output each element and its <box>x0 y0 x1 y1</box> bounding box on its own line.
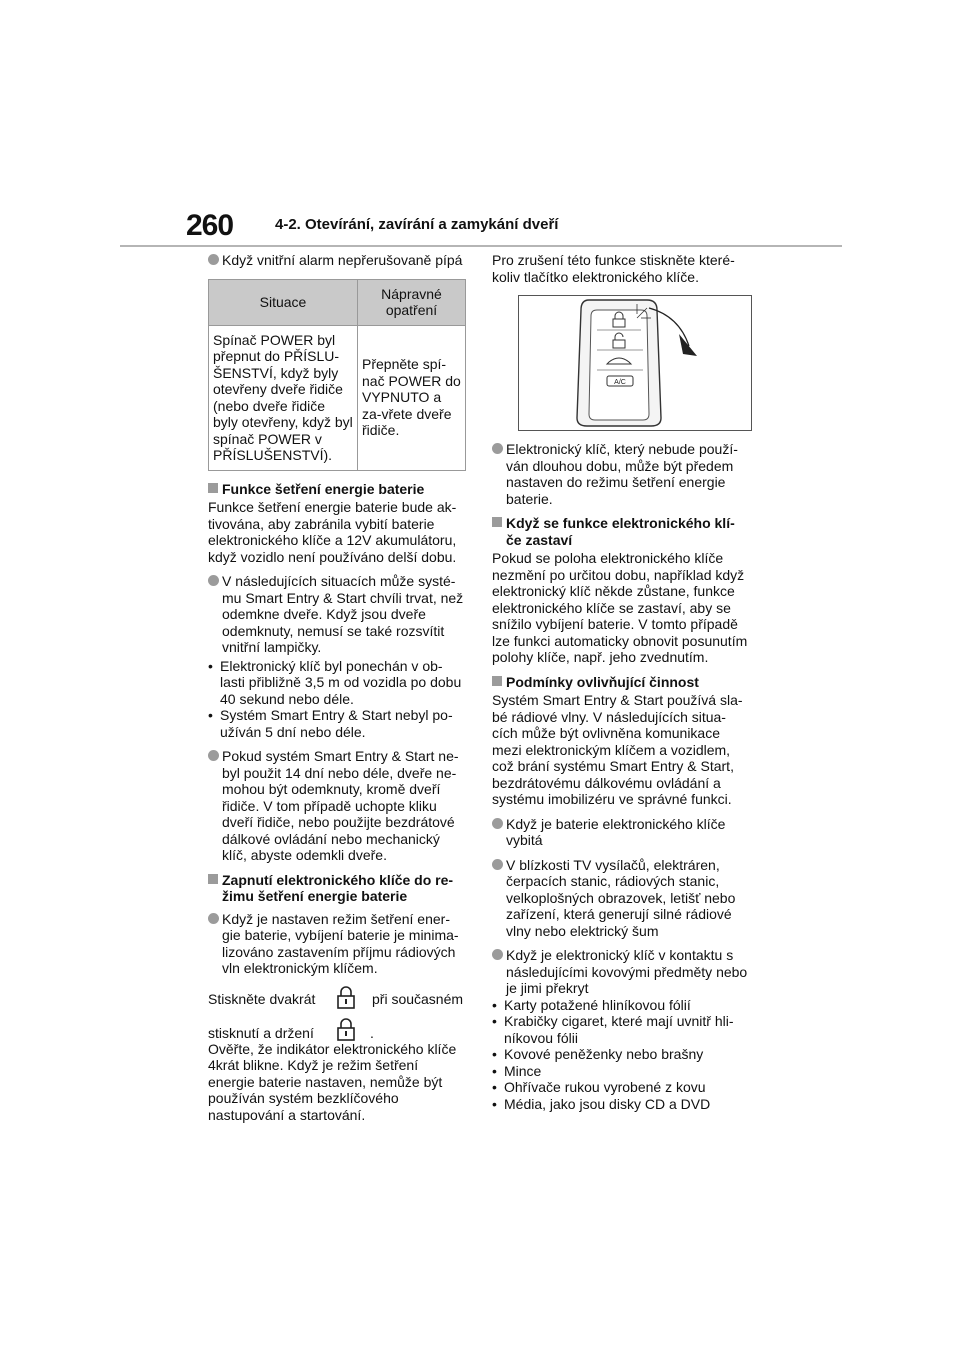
bullet-mark-icon: • <box>492 996 497 1013</box>
bullet-mark-icon: • <box>492 1013 497 1029</box>
paragraph: Funkce šetření energie baterie bude ak-tivována, aby zabránila vybití baterie elektronického klíče a 12V akumulátoru, když vozidlo není používáno delší dobu. <box>208 499 457 565</box>
square-bullet-icon <box>208 483 218 493</box>
item-text: Když je baterie elektronického klíče vybitá <box>506 815 726 848</box>
key-button-label: A/C <box>614 379 626 386</box>
heading-text: Funkce šetření energie baterie <box>222 480 425 497</box>
bullet-text: Média, jako jsou disky CD a DVD <box>504 1095 711 1112</box>
header-rule <box>120 245 842 247</box>
bullet-item <box>208 707 466 740</box>
bullet-dot-icon <box>492 859 503 870</box>
lock-icon <box>334 1017 358 1041</box>
section-title: 4-2. Otevírání, zavírání a zamykání dveří <box>275 216 559 233</box>
bullet-dot-icon <box>492 443 503 454</box>
instruction-text: Stiskněte dvakrát <box>208 990 316 1007</box>
square-bullet-icon <box>208 874 218 884</box>
bullet-dot-icon <box>492 818 503 829</box>
square-bullet-icon <box>492 517 502 527</box>
bullet-item <box>492 997 750 1014</box>
intro-text: Když vnitřní alarm nepřerušovaně pípá <box>222 252 463 268</box>
list-item <box>492 816 750 849</box>
paragraph: Pro zrušení této funkce stiskněte které-koliv tlačítko elektronického klíče. <box>492 252 735 285</box>
heading-text: Zapnutí elektronického klíče do re-žimu šetření energie baterie <box>222 871 454 904</box>
item-text: Když je elektronický klíč v kontaktu s následujícími kovovými předměty nebo je jimi překryt <box>506 947 748 996</box>
section-heading <box>492 515 750 548</box>
instruction-text: . <box>370 1024 374 1041</box>
bullet-item <box>492 1096 750 1113</box>
bullet-text: Ohřívače rukou vyrobené z kovu <box>504 1079 706 1095</box>
heading-text: Když se funkce elektronického klí-če zastaví <box>506 515 735 548</box>
list-item <box>492 441 750 507</box>
right-column <box>492 252 750 1112</box>
bullet-text: Kovové peněženky nebo brašny <box>504 1046 704 1062</box>
bullet-mark-icon: • <box>492 1079 497 1095</box>
electronic-key-icon <box>519 296 751 430</box>
bullet-dot-icon <box>208 913 219 924</box>
bullet-item <box>208 658 466 708</box>
instruction-text: stisknutí a držení <box>208 1024 314 1041</box>
bullet-item <box>492 1063 750 1080</box>
bullet-dot-icon <box>492 949 503 960</box>
list-item <box>492 857 750 940</box>
page-number: 260 <box>186 209 234 242</box>
section-heading <box>208 872 466 905</box>
list-item <box>208 252 466 269</box>
bullet-mark-icon: • <box>492 1046 497 1062</box>
bullet-mark-icon: • <box>208 657 213 674</box>
bullet-item <box>492 1013 750 1046</box>
bullet-item <box>492 1046 750 1063</box>
list-item <box>208 573 466 656</box>
bullet-dot-icon <box>208 254 219 265</box>
item-text: V blízkosti TV vysílačů, elektráren, čerpacích stanic, rádiových stanic, velkoplošných obrazovek, letišť nebo zařízení, která generují silné rádiové vlny nebo elektrický šum <box>506 856 736 939</box>
list-item <box>208 748 466 864</box>
paragraph: Systém Smart Entry & Start používá sla-bé rádiové vlny. V následujících situa-cích může být ovlivněna komunikace mezi elektronickým klíčem a vozidlem, což brání systému Smart Entry & Start, bezdrátovému dálkovému ovládání a systému imobilizéru ve správné funkci. <box>492 692 743 807</box>
bullet-dot-icon <box>208 575 219 586</box>
bullet-text: Elektronický klíč byl ponechán v ob-lasti přibližně 3,5 m od vozidla po dobu 40 sekund nebo déle. <box>220 657 462 707</box>
bullet-text: Krabičky cigaret, které mají uvnitř hli-níkovou fólii <box>504 1013 734 1046</box>
paragraph: Pokud se poloha elektronického klíče nezmění po určitou dobu, například když elektronický klíč někde zůstane, funkce elektronického klíče se zastaví, aby se snížilo vybíjení baterie. V tomto případě lze funkci automaticky obnovit posunutím polohy klíče, např. jeho zvednutím. <box>492 550 748 665</box>
instruction-line <box>208 991 466 1013</box>
heading-text: Podmínky ovlivňující činnost <box>506 673 699 690</box>
left-column <box>208 252 466 1123</box>
list-item <box>492 947 750 997</box>
paragraph: Ověřte, že indikátor elektronického klíče 4krát blikne. Když je režim šetření energie baterie nastaven, nemůže být používán systém bezklíčového nastupování a startování. <box>208 1040 457 1123</box>
table-cell-action: Přepněte spí-nač POWER do VYPNUTO a za-vřete dveře řidiče. <box>358 325 466 470</box>
electronic-key-illustration <box>518 295 752 431</box>
section-heading <box>492 674 750 691</box>
section-heading <box>208 481 466 498</box>
item-text: V následujících situacích může systé-mu Smart Entry & Start chvíli trvat, než odemkne dveře. Když jsou dveře odemknuty, nemusí se také rozsvítit vnitřní lampičky. <box>222 573 464 655</box>
bullet-mark-icon: • <box>492 1062 497 1079</box>
table-header-action: Nápravné opatření <box>358 279 466 325</box>
table-cell-situation: Spínač POWER byl přepnut do PŘÍSLU-ŠENSTVÍ, když byly otevřeny dveře řidiče (nebo dveře řidiče byly otevřeny, když byl spínač POWER v PŘÍSLUŠENSTVÍ). <box>209 325 358 470</box>
list-item <box>208 911 466 977</box>
item-text: Elektronický klíč, který nebude použí-ván dlouhou dobu, může být předem nastaven do režimu šetření energie baterie. <box>506 441 738 507</box>
lock-icon <box>334 985 358 1009</box>
bullet-text: Karty potažené hliníkovou fólií <box>504 996 691 1013</box>
instruction-line <box>208 1025 466 1041</box>
bullet-text: Mince <box>504 1062 542 1079</box>
item-text: Pokud systém Smart Entry & Start ne-byl použit 14 dní nebo déle, dveře ne-mohou být odemknuty, kromě dveří řidiče. V tom případě uchopte kliku dveří řidiče, nebo použijte bezdrátové dálkové ovládání nebo mechanický klíč, abyste odemkli dveře. <box>222 748 459 863</box>
bullet-dot-icon <box>208 750 219 761</box>
bullet-mark-icon: • <box>208 707 213 723</box>
table-header-situation: Situace <box>209 279 358 325</box>
bullet-text: Systém Smart Entry & Start nebyl po-užíván 5 dní nebo déle. <box>220 707 453 740</box>
instruction-text: při současném <box>372 990 464 1007</box>
item-text: Když je nastaven režim šetření ener-gie baterie, vybíjení baterie je minima-lizováno zastavením příjmu rádiových vln elektronickým klíčem. <box>222 910 459 976</box>
bullet-item <box>492 1079 750 1096</box>
square-bullet-icon <box>492 676 502 686</box>
situation-table <box>208 279 466 471</box>
bullet-mark-icon: • <box>492 1095 497 1112</box>
